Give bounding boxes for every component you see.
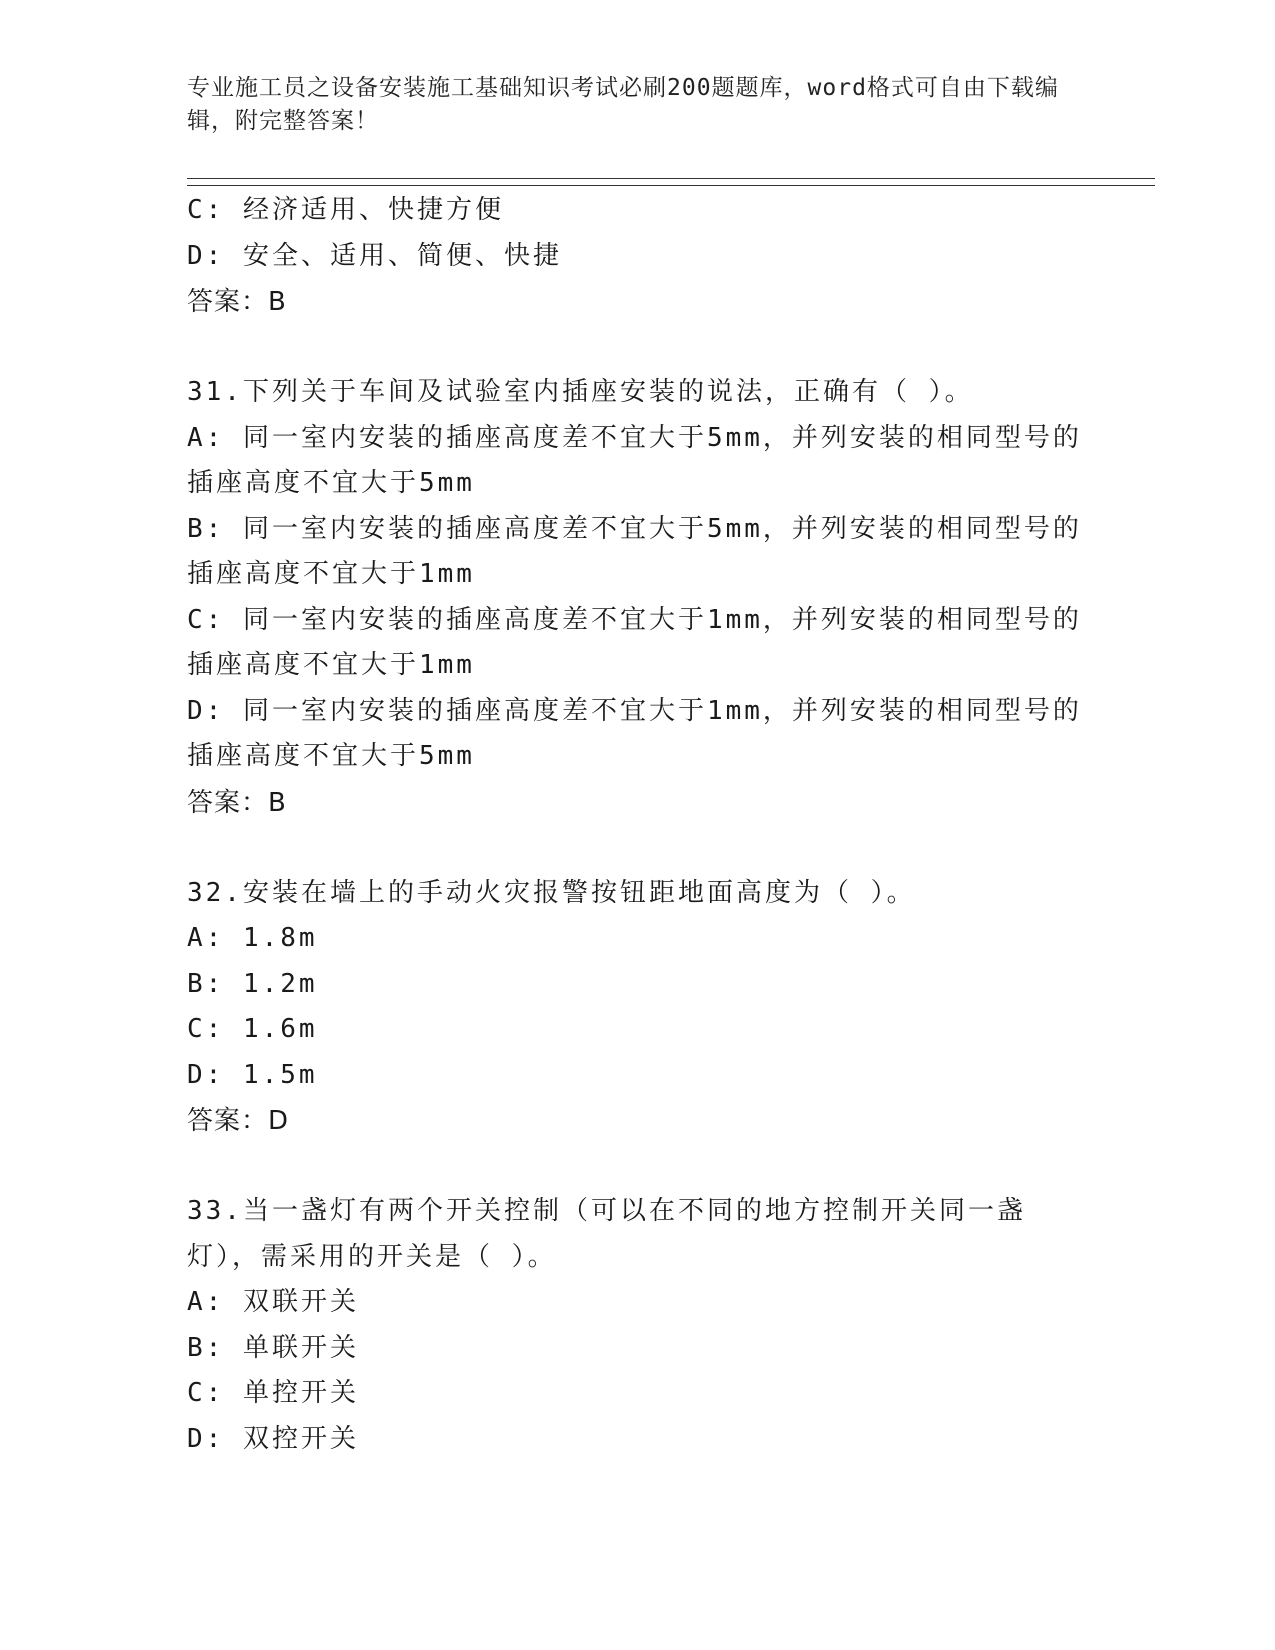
question-gap bbox=[187, 826, 1087, 871]
option-d: D: 安全、适用、简便、快捷 bbox=[187, 240, 562, 271]
option-b: B: 1.2m bbox=[187, 968, 318, 999]
option-d: D: 同一室内安装的插座高度差不宜大于1mm，并列安装的相同型号的插座高度不宜大于5mm bbox=[187, 695, 1082, 771]
question-gap bbox=[187, 325, 1087, 370]
option-d: D: 1.5m bbox=[187, 1059, 318, 1090]
option-b: B: 同一室内安装的插座高度差不宜大于5mm，并列安装的相同型号的插座高度不宜大于1mm bbox=[187, 513, 1082, 589]
option-a: A: 1.8m bbox=[187, 923, 318, 953]
option-b: B: 单联开关 bbox=[187, 1332, 359, 1363]
option-d: D: 双控开关 bbox=[187, 1423, 359, 1454]
question-31: 31.下列关于车间及试验室内插座安装的说法，正确有（ ）。 bbox=[187, 377, 974, 407]
document-header: 专业施工员之设备安装施工基础知识考试必刷200题题库，word格式可自由下载编辑，附完整答案！ bbox=[187, 75, 1059, 134]
option-c: C: 同一室内安装的插座高度差不宜大于1mm，并列安装的相同型号的插座高度不宜大于1mm bbox=[187, 604, 1082, 680]
option-c: C: 单控开关 bbox=[187, 1378, 359, 1408]
answer-text: 答案：B bbox=[187, 787, 287, 818]
answer-text: 答案：D bbox=[187, 1106, 290, 1136]
question-gap bbox=[187, 1144, 1087, 1189]
answer-text: 答案：B bbox=[187, 287, 287, 317]
question-list bbox=[187, 188, 1087, 1462]
option-a: A: 双联开关 bbox=[187, 1287, 359, 1317]
option-a: A: 同一室内安装的插座高度差不宜大于5mm，并列安装的相同型号的插座高度不宜大于5mm bbox=[187, 422, 1082, 498]
option-c: C: 经济适用、快捷方便 bbox=[187, 195, 504, 225]
option-c: C: 1.6m bbox=[187, 1014, 318, 1044]
header-divider bbox=[187, 178, 1155, 186]
question-33: 33.当一盏灯有两个开关控制（可以在不同的地方控制开关同一盏灯），需采用的开关是（ ）。 bbox=[187, 1196, 1026, 1272]
question-32: 32.安装在墙上的手动火灾报警按钮距地面高度为（ ）。 bbox=[187, 877, 916, 908]
